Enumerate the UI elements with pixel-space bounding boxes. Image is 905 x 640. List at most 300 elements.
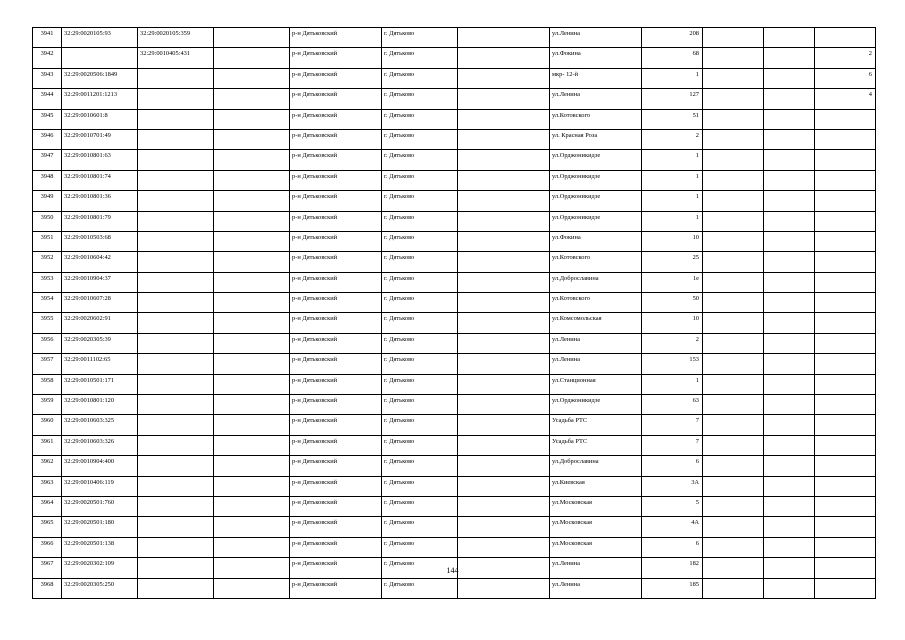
street-cell: ул.Орджоникидзе (550, 395, 642, 415)
street-cell: Усадьба РТС (550, 435, 642, 455)
parent-cadastral-number-cell (138, 68, 214, 88)
street-cell: ул.Ленина (550, 558, 642, 578)
parent-cadastral-number-cell (138, 415, 214, 435)
table-row (33, 537, 876, 557)
empty-cell (764, 109, 815, 129)
row-number-cell: 3954 (33, 293, 62, 313)
city-cell: г. Дятьково (382, 252, 458, 272)
empty-cell (214, 48, 290, 68)
empty-cell (703, 252, 764, 272)
district-cell: р-н Дятьковский (290, 333, 382, 353)
city-cell: г. Дятьково (382, 109, 458, 129)
city-cell: г. Дятьково (382, 48, 458, 68)
empty-cell (764, 435, 815, 455)
empty-cell (703, 129, 764, 149)
row-number-cell: 3941 (33, 28, 62, 48)
parent-cadastral-number-cell (138, 354, 214, 374)
empty-cell (764, 48, 815, 68)
cadastral-number-cell: 32:29:0011102:65 (62, 354, 138, 374)
row-number-cell: 3964 (33, 496, 62, 516)
cadastral-number-cell: 32:29:0010801:79 (62, 211, 138, 231)
empty-cell (703, 374, 764, 394)
district-cell: р-н Дятьковский (290, 374, 382, 394)
house-number-cell: 2 (642, 129, 703, 149)
empty-cell (458, 109, 550, 129)
city-cell: г. Дятьково (382, 537, 458, 557)
house-number-cell: 1 (642, 170, 703, 190)
district-cell: р-н Дятьковский (290, 48, 382, 68)
empty-cell (764, 517, 815, 537)
empty-cell (703, 456, 764, 476)
city-cell: г. Дятьково (382, 150, 458, 170)
empty-cell (214, 456, 290, 476)
cadastral-number-cell: 32:29:0010801:36 (62, 191, 138, 211)
empty-cell (458, 272, 550, 292)
empty-cell (703, 313, 764, 333)
table-row (33, 496, 876, 516)
row-number-cell: 3945 (33, 109, 62, 129)
parent-cadastral-number-cell (138, 476, 214, 496)
empty-cell (703, 231, 764, 251)
house-number-cell: 2 (642, 333, 703, 353)
empty-cell (764, 272, 815, 292)
cadastral-number-cell: 32:29:0020501:180 (62, 517, 138, 537)
empty-cell (458, 170, 550, 190)
district-cell: р-н Дятьковский (290, 150, 382, 170)
cadastral-number-cell: 32:29:0010801:74 (62, 170, 138, 190)
street-cell: ул.Московская (550, 496, 642, 516)
street-cell: Усадьба РТС (550, 415, 642, 435)
empty-cell (458, 89, 550, 109)
parent-cadastral-number-cell (138, 496, 214, 516)
house-number-cell: 68 (642, 48, 703, 68)
city-cell: г. Дятьково (382, 129, 458, 149)
cadastral-number-cell: 32:29:0010406:119 (62, 476, 138, 496)
apartment-number-cell (815, 272, 876, 292)
empty-cell (764, 578, 815, 598)
house-number-cell: 25 (642, 252, 703, 272)
district-cell: р-н Дятьковский (290, 395, 382, 415)
table-body (33, 28, 876, 599)
street-cell: ул.Доброславина (550, 456, 642, 476)
cadastral-number-cell: 32:29:0020501:760 (62, 496, 138, 516)
street-cell: ул.Котовского (550, 109, 642, 129)
empty-cell (214, 211, 290, 231)
street-cell: ул.Орджоникидзе (550, 211, 642, 231)
row-number-cell: 3952 (33, 252, 62, 272)
empty-cell (703, 496, 764, 516)
apartment-number-cell (815, 150, 876, 170)
street-cell: ул.Московская (550, 517, 642, 537)
city-cell: г. Дятьково (382, 374, 458, 394)
street-cell: ул.Ленина (550, 28, 642, 48)
apartment-number-cell (815, 293, 876, 313)
district-cell: р-н Дятьковский (290, 435, 382, 455)
cadastral-number-cell: 32:29:0020305:250 (62, 578, 138, 598)
district-cell: р-н Дятьковский (290, 456, 382, 476)
row-number-cell: 3961 (33, 435, 62, 455)
apartment-number-cell (815, 435, 876, 455)
empty-cell (764, 476, 815, 496)
empty-cell (458, 537, 550, 557)
district-cell: р-н Дятьковский (290, 496, 382, 516)
empty-cell (764, 89, 815, 109)
parent-cadastral-number-cell (138, 170, 214, 190)
parent-cadastral-number-cell (138, 578, 214, 598)
cadastral-number-cell (62, 48, 138, 68)
empty-cell (458, 395, 550, 415)
parent-cadastral-number-cell (138, 272, 214, 292)
street-cell: ул.Орджоникидзе (550, 150, 642, 170)
street-cell: ул.Доброславина (550, 272, 642, 292)
empty-cell (703, 68, 764, 88)
apartment-number-cell (815, 170, 876, 190)
row-number-cell: 3956 (33, 333, 62, 353)
district-cell: р-н Дятьковский (290, 537, 382, 557)
city-cell: г. Дятьково (382, 170, 458, 190)
empty-cell (703, 415, 764, 435)
row-number-cell: 3953 (33, 272, 62, 292)
cadastral-number-cell: 32:29:0010904:400 (62, 456, 138, 476)
apartment-number-cell (815, 578, 876, 598)
empty-cell (458, 517, 550, 537)
parent-cadastral-number-cell (138, 517, 214, 537)
district-cell: р-н Дятьковский (290, 231, 382, 251)
empty-cell (703, 333, 764, 353)
empty-cell (764, 252, 815, 272)
empty-cell (703, 435, 764, 455)
table-row (33, 395, 876, 415)
registry-table-wrapper (32, 27, 876, 599)
empty-cell (458, 578, 550, 598)
apartment-number-cell (815, 496, 876, 516)
row-number-cell: 3963 (33, 476, 62, 496)
district-cell: р-н Дятьковский (290, 28, 382, 48)
district-cell: р-н Дятьковский (290, 517, 382, 537)
city-cell: г. Дятьково (382, 496, 458, 516)
empty-cell (703, 109, 764, 129)
street-cell: ул.Котовского (550, 252, 642, 272)
empty-cell (764, 191, 815, 211)
house-number-cell: 182 (642, 558, 703, 578)
house-number-cell: 1 (642, 191, 703, 211)
city-cell: г. Дятьково (382, 435, 458, 455)
table-row (33, 517, 876, 537)
empty-cell (214, 517, 290, 537)
house-number-cell: 6 (642, 456, 703, 476)
parent-cadastral-number-cell (138, 374, 214, 394)
empty-cell (764, 395, 815, 415)
empty-cell (764, 313, 815, 333)
district-cell: р-н Дятьковский (290, 354, 382, 374)
row-number-cell: 3942 (33, 48, 62, 68)
apartment-number-cell (815, 129, 876, 149)
district-cell: р-н Дятьковский (290, 89, 382, 109)
empty-cell (458, 313, 550, 333)
house-number-cell: 1е (642, 272, 703, 292)
row-number-cell: 3968 (33, 578, 62, 598)
empty-cell (703, 48, 764, 68)
city-cell: г. Дятьково (382, 231, 458, 251)
empty-cell (214, 89, 290, 109)
apartment-number-cell (815, 537, 876, 557)
parent-cadastral-number-cell (138, 537, 214, 557)
table-row (33, 415, 876, 435)
table-row (33, 28, 876, 48)
house-number-cell: 10 (642, 313, 703, 333)
empty-cell (458, 333, 550, 353)
cadastral-number-cell: 32:29:0010601:8 (62, 109, 138, 129)
district-cell: р-н Дятьковский (290, 476, 382, 496)
house-number-cell: 10 (642, 231, 703, 251)
parent-cadastral-number-cell (138, 89, 214, 109)
district-cell: р-н Дятьковский (290, 68, 382, 88)
empty-cell (703, 211, 764, 231)
row-number-cell: 3944 (33, 89, 62, 109)
row-number-cell: 3959 (33, 395, 62, 415)
parent-cadastral-number-cell (138, 435, 214, 455)
parent-cadastral-number-cell (138, 333, 214, 353)
city-cell: г. Дятьково (382, 395, 458, 415)
city-cell: г. Дятьково (382, 211, 458, 231)
empty-cell (214, 435, 290, 455)
city-cell: г. Дятьково (382, 476, 458, 496)
empty-cell (214, 537, 290, 557)
empty-cell (458, 435, 550, 455)
empty-cell (764, 170, 815, 190)
table-row (33, 272, 876, 292)
empty-cell (458, 28, 550, 48)
empty-cell (764, 415, 815, 435)
district-cell: р-н Дятьковский (290, 109, 382, 129)
empty-cell (703, 272, 764, 292)
city-cell: г. Дятьково (382, 68, 458, 88)
table-row (33, 48, 876, 68)
apartment-number-cell: 2 (815, 48, 876, 68)
empty-cell (214, 231, 290, 251)
empty-cell (214, 476, 290, 496)
street-cell: ул.Фокина (550, 231, 642, 251)
empty-cell (214, 293, 290, 313)
district-cell: р-н Дятьковский (290, 313, 382, 333)
empty-cell (764, 231, 815, 251)
street-cell: ул.Комсомольская (550, 313, 642, 333)
street-cell: ул.Ленина (550, 354, 642, 374)
cadastral-number-cell: 32:29:0020506:1849 (62, 68, 138, 88)
cadastral-number-cell: 32:29:0010801:120 (62, 395, 138, 415)
city-cell: г. Дятьково (382, 293, 458, 313)
empty-cell (458, 293, 550, 313)
empty-cell (764, 374, 815, 394)
row-number-cell: 3955 (33, 313, 62, 333)
row-number-cell: 3967 (33, 558, 62, 578)
street-cell: ул.Котовского (550, 293, 642, 313)
house-number-cell: 6 (642, 537, 703, 557)
row-number-cell: 3950 (33, 211, 62, 231)
cadastral-number-cell: 32:29:0010501:171 (62, 374, 138, 394)
city-cell: г. Дятьково (382, 272, 458, 292)
empty-cell (458, 415, 550, 435)
row-number-cell: 3962 (33, 456, 62, 476)
row-number-cell: 3947 (33, 150, 62, 170)
row-number-cell: 3951 (33, 231, 62, 251)
empty-cell (214, 496, 290, 516)
parent-cadastral-number-cell: 32:29:0020105:359 (138, 28, 214, 48)
table-row (33, 476, 876, 496)
row-number-cell: 3957 (33, 354, 62, 374)
street-cell: ул.Орджоникидзе (550, 191, 642, 211)
apartment-number-cell (815, 456, 876, 476)
house-number-cell: 63 (642, 395, 703, 415)
empty-cell (458, 374, 550, 394)
street-cell: ул.Киевская (550, 476, 642, 496)
empty-cell (458, 191, 550, 211)
district-cell: р-н Дятьковский (290, 170, 382, 190)
apartment-number-cell (815, 109, 876, 129)
house-number-cell: 50 (642, 293, 703, 313)
row-number-cell: 3943 (33, 68, 62, 88)
table-row (33, 578, 876, 598)
cadastral-number-cell: 32:29:0010701:49 (62, 129, 138, 149)
cadastral-number-cell: 32:29:0010503:68 (62, 231, 138, 251)
district-cell: р-н Дятьковский (290, 252, 382, 272)
empty-cell (764, 68, 815, 88)
page-number: 144 (446, 566, 459, 575)
table-row (33, 374, 876, 394)
empty-cell (214, 415, 290, 435)
empty-cell (703, 395, 764, 415)
city-cell: г. Дятьково (382, 89, 458, 109)
city-cell: г. Дятьково (382, 456, 458, 476)
cadastral-number-cell: 32:29:0020302:109 (62, 558, 138, 578)
empty-cell (458, 211, 550, 231)
empty-cell (458, 354, 550, 374)
city-cell: г. Дятьково (382, 313, 458, 333)
street-cell: ул.Ленина (550, 89, 642, 109)
city-cell: г. Дятьково (382, 354, 458, 374)
row-number-cell: 3948 (33, 170, 62, 190)
empty-cell (764, 28, 815, 48)
parent-cadastral-number-cell (138, 211, 214, 231)
apartment-number-cell (815, 415, 876, 435)
empty-cell (214, 272, 290, 292)
apartment-number-cell (815, 354, 876, 374)
house-number-cell: 153 (642, 354, 703, 374)
parent-cadastral-number-cell (138, 231, 214, 251)
district-cell: р-н Дятьковский (290, 272, 382, 292)
empty-cell (214, 129, 290, 149)
empty-cell (214, 252, 290, 272)
house-number-cell: 7 (642, 435, 703, 455)
house-number-cell: 1 (642, 211, 703, 231)
empty-cell (703, 28, 764, 48)
street-cell: ул.Ленина (550, 333, 642, 353)
empty-cell (458, 48, 550, 68)
empty-cell (214, 150, 290, 170)
table-row (33, 435, 876, 455)
empty-cell (703, 293, 764, 313)
empty-cell (764, 537, 815, 557)
district-cell: р-н Дятьковский (290, 293, 382, 313)
district-cell: р-н Дятьковский (290, 191, 382, 211)
row-number-cell: 3949 (33, 191, 62, 211)
empty-cell (214, 333, 290, 353)
street-cell: ул.Ленина (550, 578, 642, 598)
apartment-number-cell (815, 211, 876, 231)
empty-cell (764, 211, 815, 231)
house-number-cell: 185 (642, 578, 703, 598)
empty-cell (764, 354, 815, 374)
empty-cell (703, 578, 764, 598)
cadastral-number-cell: 32:29:0020501:138 (62, 537, 138, 557)
empty-cell (703, 89, 764, 109)
row-number-cell: 3960 (33, 415, 62, 435)
table-row (33, 354, 876, 374)
city-cell: г. Дятьково (382, 333, 458, 353)
apartment-number-cell (815, 231, 876, 251)
city-cell: г. Дятьково (382, 28, 458, 48)
city-cell: г. Дятьково (382, 558, 458, 578)
district-cell: р-н Дятьковский (290, 211, 382, 231)
parent-cadastral-number-cell (138, 252, 214, 272)
table-row (33, 313, 876, 333)
apartment-number-cell (815, 28, 876, 48)
empty-cell (458, 231, 550, 251)
house-number-cell: 3А (642, 476, 703, 496)
district-cell: р-н Дятьковский (290, 415, 382, 435)
empty-cell (703, 170, 764, 190)
empty-cell (214, 313, 290, 333)
cadastral-number-cell: 32:29:0010904:37 (62, 272, 138, 292)
house-number-cell: 127 (642, 89, 703, 109)
parent-cadastral-number-cell (138, 395, 214, 415)
row-number-cell: 3946 (33, 129, 62, 149)
cadastral-number-cell: 32:29:0011201:1213 (62, 89, 138, 109)
parent-cadastral-number-cell: 32:29:0010405:431 (138, 48, 214, 68)
house-number-cell: 1 (642, 374, 703, 394)
empty-cell (703, 354, 764, 374)
empty-cell (214, 395, 290, 415)
city-cell: г. Дятьково (382, 578, 458, 598)
apartment-number-cell (815, 476, 876, 496)
table-row (33, 456, 876, 476)
apartment-number-cell: 6 (815, 68, 876, 88)
registry-table (32, 27, 876, 599)
empty-cell (764, 150, 815, 170)
empty-cell (764, 496, 815, 516)
parent-cadastral-number-cell (138, 150, 214, 170)
empty-cell (458, 68, 550, 88)
house-number-cell: 7 (642, 415, 703, 435)
district-cell: р-н Дятьковский (290, 578, 382, 598)
parent-cadastral-number-cell (138, 129, 214, 149)
row-number-cell: 3965 (33, 517, 62, 537)
empty-cell (458, 252, 550, 272)
empty-cell (764, 129, 815, 149)
street-cell: ул. Красная Роза (550, 129, 642, 149)
apartment-number-cell (815, 395, 876, 415)
house-number-cell: 51 (642, 109, 703, 129)
table-row (33, 231, 876, 251)
house-number-cell: 208 (642, 28, 703, 48)
cadastral-number-cell: 32:29:0010603:326 (62, 435, 138, 455)
street-cell: ул.Московская (550, 537, 642, 557)
empty-cell (764, 293, 815, 313)
empty-cell (214, 578, 290, 598)
table-row (33, 293, 876, 313)
city-cell: г. Дятьково (382, 517, 458, 537)
table-row (33, 170, 876, 190)
